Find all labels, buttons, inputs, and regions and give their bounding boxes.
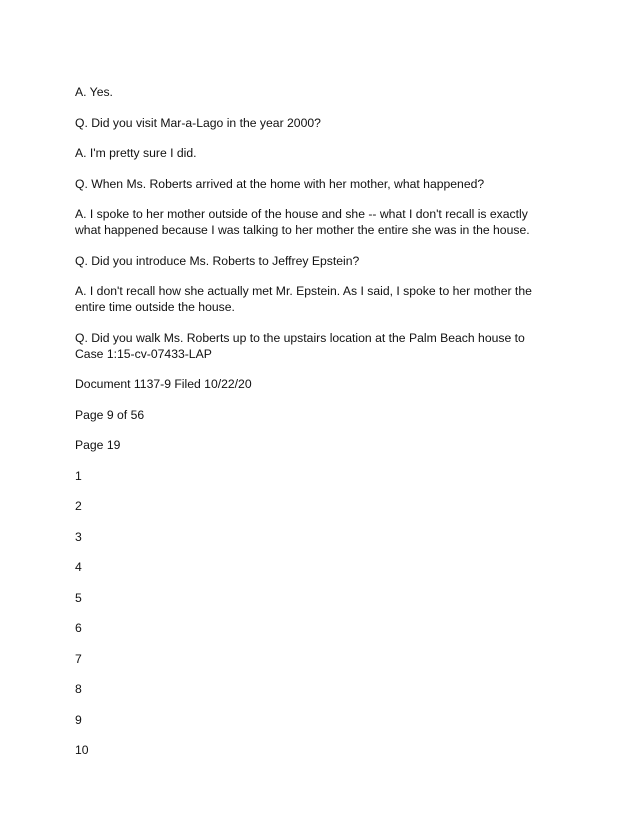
transcript-body — [75, 84, 555, 773]
answer-spoke-to-mother: A. I spoke to her mother outside of the house and she -- what I don't recall is exactly what happened because I was talking to her mother the entire she was in the house. — [75, 207, 530, 237]
question-arrival: Q. When Ms. Roberts arrived at the home with her mother, what happened? — [75, 176, 485, 191]
line-number: 5 — [75, 590, 82, 605]
line-number: 8 — [75, 682, 82, 696]
line-number: 7 — [75, 651, 82, 666]
document-filed-line: Document 1137-9 Filed 10/22/20 — [75, 377, 252, 391]
answer-yes: A. Yes. — [75, 85, 113, 99]
answer-dont-recall: A. I don't recall how she actually met Mr. Epstein. As I said, I spoke to her mother the entire time outside the house. — [75, 284, 532, 314]
line-number: 4 — [75, 560, 82, 574]
line-number: 3 — [75, 529, 82, 544]
line-number: 9 — [75, 712, 82, 727]
page-of-total: Page 9 of 56 — [75, 407, 145, 422]
transcript-page-number: Page 19 — [75, 438, 121, 452]
line-number: 10 — [75, 743, 89, 757]
question-mar-a-lago: Q. Did you visit Mar-a-Lago in the year 2000? — [75, 115, 321, 130]
answer-pretty-sure: A. I'm pretty sure I did. — [75, 146, 197, 160]
line-number: 1 — [75, 468, 82, 483]
question-introduce: Q. Did you introduce Ms. Roberts to Jeffrey Epstein? — [75, 253, 360, 268]
question-upstairs: Q. Did you walk Ms. Roberts up to the upstairs location at the Palm Beach house to Case 1:15-cv-07433-LAP — [75, 330, 525, 361]
line-number: 2 — [75, 499, 82, 513]
line-number: 6 — [75, 621, 82, 635]
